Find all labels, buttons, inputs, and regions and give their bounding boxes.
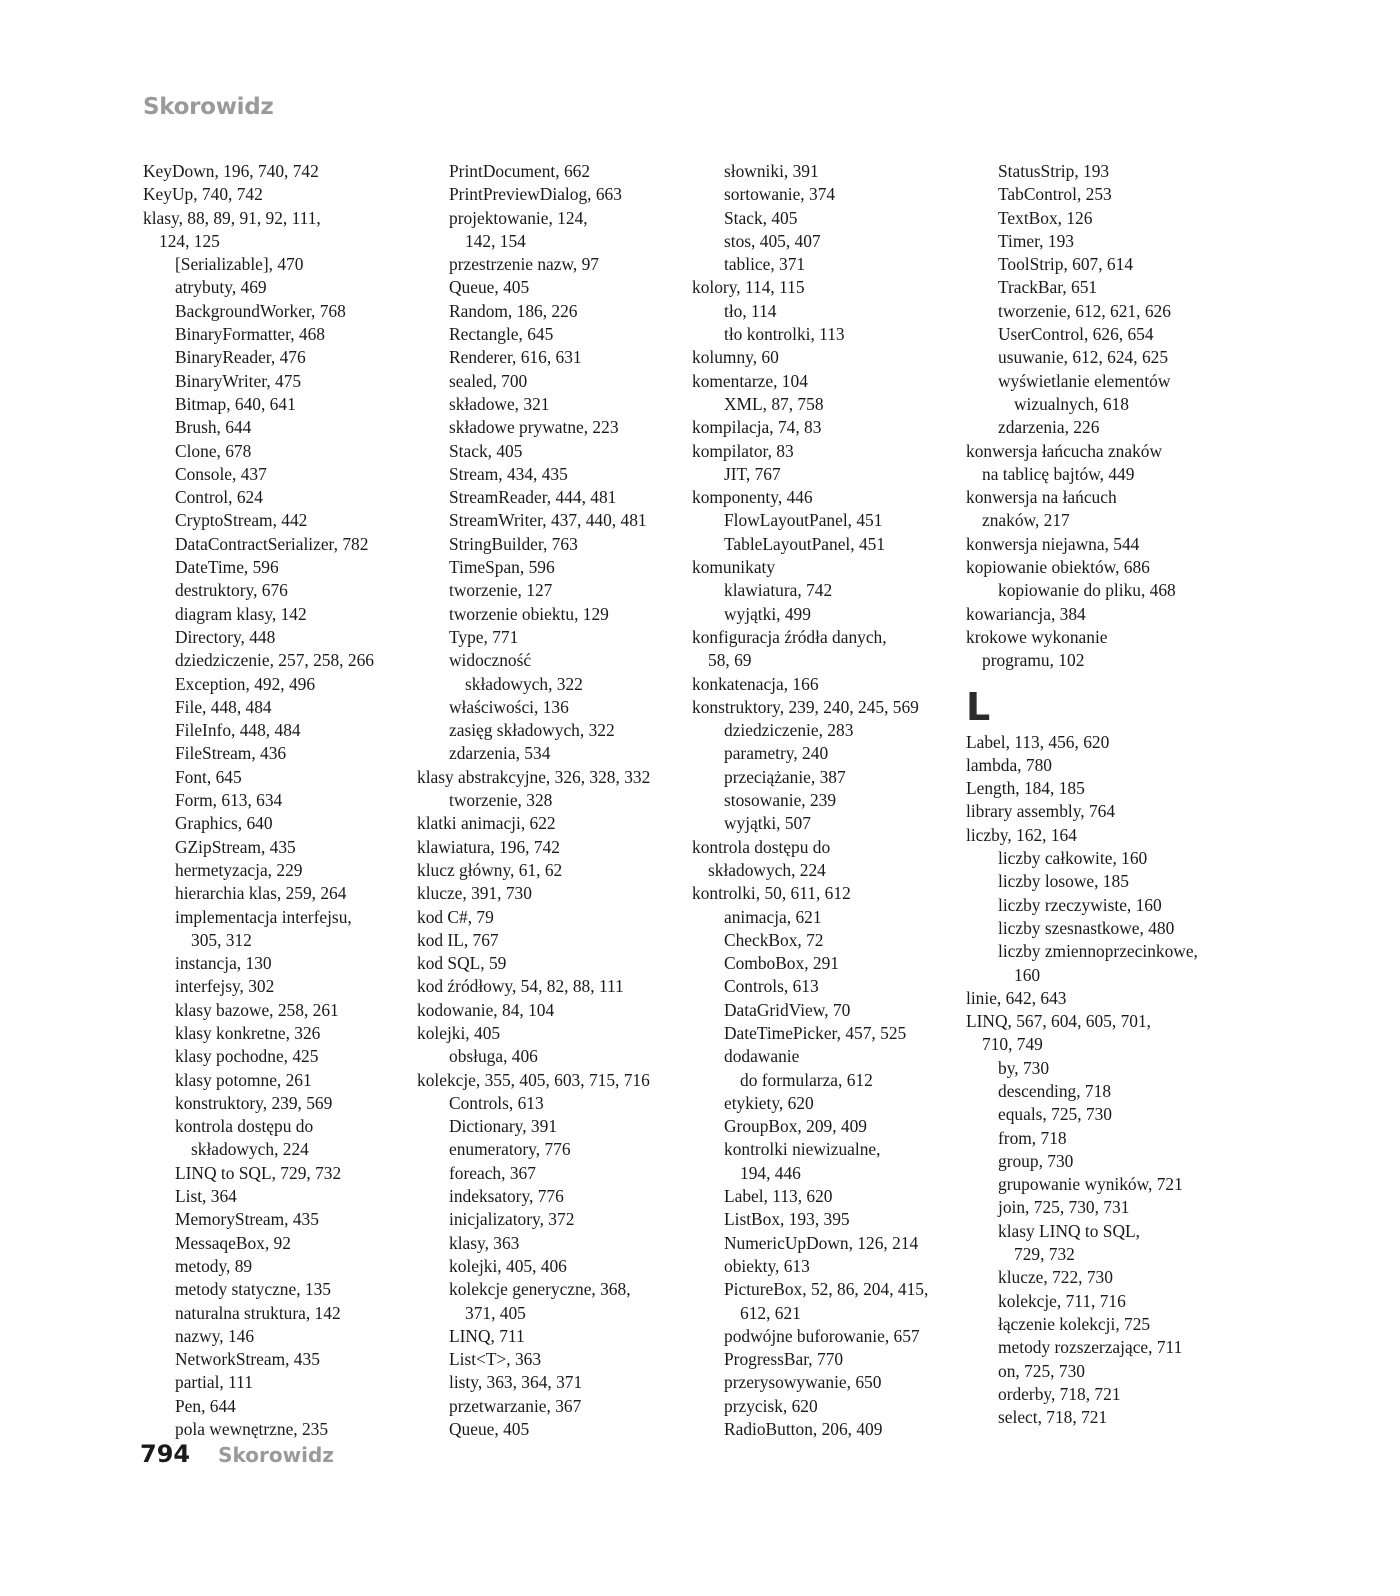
index-entry: kolejki, 405, 406 [449, 1255, 567, 1276]
index-entry: Queue, 405 [449, 1419, 530, 1440]
index-entry: konstruktory, 239, 240, 245, 569 [692, 696, 919, 717]
index-entry: komunikaty [692, 557, 776, 578]
index-entry: wyjątki, 499 [724, 603, 811, 624]
index-entry: equals, 725, 730 [998, 1104, 1112, 1125]
index-entry: klawiatura, 196, 742 [417, 836, 560, 857]
index-section-letter: L [966, 684, 991, 729]
index-entry: Queue, 405 [449, 277, 530, 298]
index-entry: select, 718, 721 [998, 1407, 1108, 1428]
index-entry: Type, 771 [449, 626, 519, 647]
index-entry: nazwy, 146 [175, 1325, 255, 1346]
index-entry: kolekcje, 711, 716 [998, 1290, 1126, 1311]
index-entry: dziedziczenie, 283 [724, 720, 854, 741]
index-entry: kodowanie, 84, 104 [417, 999, 555, 1020]
index-entry: 142, 154 [465, 230, 526, 251]
index-entry: zdarzenia, 534 [449, 743, 551, 764]
index-entry: przerysowywanie, 650 [724, 1372, 882, 1393]
index-entry: Exception, 492, 496 [175, 673, 316, 694]
index-entry: kolejki, 405 [417, 1022, 501, 1043]
index-entry: kolekcje, 355, 405, 603, 715, 716 [417, 1069, 650, 1090]
index-entry: 710, 749 [982, 1034, 1043, 1055]
index-entry: Dictionary, 391 [449, 1116, 558, 1137]
index-entry: znaków, 217 [982, 510, 1070, 531]
index-entry: wizualnych, 618 [1014, 393, 1129, 414]
index-entry: komponenty, 446 [692, 487, 813, 508]
index-entry: kolory, 114, 115 [692, 277, 805, 298]
index-entry: konstruktory, 239, 569 [175, 1092, 333, 1113]
index-entry: animacja, 621 [724, 906, 822, 927]
index-entry: CryptoStream, 442 [175, 510, 308, 531]
page-number: 794 [140, 1440, 191, 1468]
index-entry: interfejsy, 302 [175, 976, 275, 997]
index-entry: klucz główny, 61, 62 [417, 859, 563, 880]
index-entry: klasy abstrakcyjne, 326, 328, 332 [417, 766, 651, 787]
index-entry: Brush, 644 [175, 417, 252, 438]
index-entry: obsługa, 406 [449, 1046, 538, 1067]
index-entry: implementacja interfejsu, [175, 906, 352, 927]
index-entry: NetworkStream, 435 [175, 1349, 320, 1370]
index-entry: TimeSpan, 596 [449, 557, 555, 578]
index-entry: StatusStrip, 193 [998, 161, 1110, 181]
index-entry: destruktory, 676 [175, 580, 288, 601]
index-entry: projektowanie, 124, [449, 207, 588, 228]
index-entry: widoczność [449, 650, 532, 671]
index-entry: kontrola dostępu do [692, 836, 831, 857]
index-entry: Directory, 448 [175, 626, 276, 647]
index-entry: klasy, 363 [449, 1232, 520, 1253]
index-entry: klasy potomne, 261 [175, 1069, 312, 1090]
index-entry: metody rozszerzające, 711 [998, 1337, 1183, 1358]
index-entry: group, 730 [998, 1150, 1074, 1171]
index-entry: przeciążanie, 387 [724, 766, 846, 787]
index-entry: usuwanie, 612, 624, 625 [998, 347, 1169, 368]
index-entry: metody, 89 [175, 1255, 253, 1276]
index-entry: Timer, 193 [998, 230, 1074, 251]
index-entry: RadioButton, 206, 409 [724, 1419, 883, 1440]
index-entry: tablice, 371 [724, 254, 806, 275]
index-entry: TextBox, 126 [998, 207, 1093, 228]
index-entry: 305, 312 [191, 929, 252, 950]
index-entry: składowych, 224 [708, 859, 826, 880]
index-entry: 124, 125 [159, 230, 220, 251]
index-entry: tło kontrolki, 113 [724, 324, 845, 345]
index-entry: kompilator, 83 [692, 440, 794, 461]
index-entry: liczby rzeczywiste, 160 [998, 894, 1162, 915]
index-entry: XML, 87, 758 [724, 393, 824, 414]
index-column-2 [417, 160, 687, 1441]
index-entry: Controls, 613 [724, 976, 819, 997]
index-entry: przetwarzanie, 367 [449, 1395, 582, 1416]
index-entry: kontrola dostępu do [175, 1116, 314, 1137]
index-entry: Clone, 678 [175, 440, 252, 461]
index-entry: tworzenie, 612, 621, 626 [998, 300, 1171, 321]
index-entry: orderby, 718, 721 [998, 1383, 1121, 1404]
index-entry: Bitmap, 640, 641 [175, 393, 296, 414]
index-entry: kompilacja, 74, 83 [692, 417, 822, 438]
index-entry: liczby, 162, 164 [966, 824, 1077, 845]
index-entry: FlowLayoutPanel, 451 [724, 510, 883, 531]
index-entry: składowych, 224 [191, 1139, 309, 1160]
index-column-3 [692, 160, 962, 1441]
index-entry: konwersja łańcucha znaków [966, 440, 1163, 461]
index-entry: Length, 184, 185 [966, 778, 1085, 799]
index-entry: GroupBox, 209, 409 [724, 1116, 867, 1137]
index-entry: 58, 69 [708, 650, 752, 671]
index-entry: LINQ, 711 [449, 1325, 525, 1346]
index-entry: enumeratory, 776 [449, 1139, 571, 1160]
index-entry: klasy, 88, 89, 91, 92, 111, [143, 207, 321, 228]
index-entry: do formularza, 612 [740, 1069, 873, 1090]
index-entry: KeyUp, 740, 742 [143, 184, 263, 205]
index-entry: grupowanie wyników, 721 [998, 1174, 1183, 1195]
index-entry: kontrolki niewizualne, [724, 1139, 881, 1160]
index-entry: kolumny, 60 [692, 347, 779, 368]
index-entry: klasy konkretne, 326 [175, 1022, 321, 1043]
index-entry: Stack, 405 [724, 207, 798, 228]
index-entry: 612, 621 [740, 1302, 801, 1323]
index-entry: LINQ, 567, 604, 605, 701, [966, 1011, 1152, 1032]
index-entry: listy, 363, 364, 371 [449, 1372, 583, 1393]
index-entry: łączenie kolekcji, 725 [998, 1313, 1151, 1334]
index-entry: kopiowanie do pliku, 468 [998, 580, 1176, 601]
index-entry: lambda, 780 [966, 754, 1052, 775]
index-entry: DateTime, 596 [175, 557, 279, 578]
index-entry: konkatenacja, 166 [692, 673, 819, 694]
index-entry: Form, 613, 634 [175, 790, 283, 811]
index-entry: Pen, 644 [175, 1395, 236, 1416]
index-entry: Font, 645 [175, 766, 242, 787]
index-entry: BackgroundWorker, 768 [175, 300, 346, 321]
index-entry: konwersja niejawna, 544 [966, 533, 1140, 554]
index-entry: FileStream, 436 [175, 743, 287, 764]
index-entry: stosowanie, 239 [724, 790, 837, 811]
index-entry: by, 730 [998, 1057, 1050, 1078]
index-entry: programu, 102 [982, 650, 1085, 671]
index-entry: kod C#, 79 [417, 906, 494, 927]
index-entry: ProgressBar, 770 [724, 1349, 844, 1370]
index-entry: library assembly, 764 [966, 801, 1116, 822]
index-entry: DataGridView, 70 [724, 999, 851, 1020]
index-entry: dodawanie [724, 1046, 800, 1067]
index-entry: przestrzenie nazw, 97 [449, 254, 599, 275]
index-entry: JIT, 767 [724, 463, 781, 484]
index-entry: LINQ to SQL, 729, 732 [175, 1162, 342, 1183]
index-entry: partial, 111 [175, 1372, 253, 1393]
index-entry: zasięg składowych, 322 [449, 720, 615, 741]
index-entry: na tablicę bajtów, 449 [982, 463, 1135, 484]
index-entry: PictureBox, 52, 86, 204, 415, [724, 1279, 929, 1300]
index-entry: diagram klasy, 142 [175, 603, 307, 624]
index-entry: słowniki, 391 [724, 161, 819, 181]
index-entry: Graphics, 640 [175, 813, 273, 834]
index-entry: konfiguracja źródła danych, [692, 626, 887, 647]
index-entry: DateTimePicker, 457, 525 [724, 1022, 907, 1043]
index-entry: StreamReader, 444, 481 [449, 487, 617, 508]
index-entry: ToolStrip, 607, 614 [998, 254, 1134, 275]
index-entry: PrintDocument, 662 [449, 161, 591, 181]
index-entry: liczby losowe, 185 [998, 871, 1129, 892]
index-entry: Controls, 613 [449, 1092, 544, 1113]
index-entry: Label, 113, 620 [724, 1186, 833, 1207]
index-entry: klasy LINQ to SQL, [998, 1220, 1141, 1241]
index-entry: przycisk, 620 [724, 1395, 818, 1416]
index-entry: składowych, 322 [465, 673, 583, 694]
index-column-1 [143, 160, 413, 1441]
index-entry: sealed, 700 [449, 370, 528, 391]
index-entry: TableLayoutPanel, 451 [724, 533, 886, 554]
index-entry: TrackBar, 651 [998, 277, 1098, 298]
index-entry: klucze, 722, 730 [998, 1267, 1113, 1288]
index-entry: składowe prywatne, 223 [449, 417, 619, 438]
index-entry: List, 364 [175, 1186, 237, 1207]
index-entry: atrybuty, 469 [175, 277, 267, 298]
index-entry: konwersja na łańcuch [966, 487, 1117, 508]
index-entry: pola wewnętrzne, 235 [175, 1419, 329, 1440]
index-entry: właściwości, 136 [449, 696, 569, 717]
index-entry: klatki animacji, 622 [417, 813, 556, 834]
index-entry: File, 448, 484 [175, 696, 272, 717]
index-entry: ComboBox, 291 [724, 953, 839, 974]
index-entry: from, 718 [998, 1127, 1067, 1148]
index-entry: wyjątki, 507 [724, 813, 811, 834]
index-entry: foreach, 367 [449, 1162, 536, 1183]
index-entry: StringBuilder, 763 [449, 533, 578, 554]
index-entry: List<T>, 363 [449, 1349, 542, 1370]
page-footer [140, 1440, 334, 1468]
index-entry: tło, 114 [724, 300, 777, 321]
index-entry: inicjalizatory, 372 [449, 1209, 575, 1230]
index-entry: Renderer, 616, 631 [449, 347, 582, 368]
index-entry: hermetyzacja, 229 [175, 859, 303, 880]
index-entry: etykiety, 620 [724, 1092, 814, 1113]
index-entry: Stream, 434, 435 [449, 463, 568, 484]
index-entry: KeyDown, 196, 740, 742 [143, 161, 319, 181]
index-entry: obiekty, 613 [724, 1255, 810, 1276]
index-entry: 160 [1014, 964, 1041, 985]
index-entry: Random, 186, 226 [449, 300, 578, 321]
index-entry: komentarze, 104 [692, 370, 808, 391]
index-entry: on, 725, 730 [998, 1360, 1085, 1381]
index-entry: hierarchia klas, 259, 264 [175, 883, 347, 904]
index-entry: MessaqeBox, 92 [175, 1232, 291, 1253]
index-entry: klawiatura, 742 [724, 580, 833, 601]
index-entry: indeksatory, 776 [449, 1186, 564, 1207]
index-entry: sortowanie, 374 [724, 184, 836, 205]
index-entry: StreamWriter, 437, 440, 481 [449, 510, 647, 531]
index-entry: dziedziczenie, 257, 258, 266 [175, 650, 374, 671]
index-entry: descending, 718 [998, 1080, 1112, 1101]
index-column-4 [966, 160, 1236, 1429]
index-entry: wyświetlanie elementów [998, 370, 1171, 391]
index-entry: składowe, 321 [449, 393, 550, 414]
index-entry: kod SQL, 59 [417, 953, 507, 974]
index-entry: MemoryStream, 435 [175, 1209, 319, 1230]
index-entry: BinaryReader, 476 [175, 347, 306, 368]
footer-title: Skorowidz [218, 1443, 334, 1467]
index-entry: kontrolki, 50, 611, 612 [692, 883, 851, 904]
index-entry: [Serializable], 470 [175, 254, 304, 275]
index-entry: CheckBox, 72 [724, 929, 824, 950]
index-entry: kod źródłowy, 54, 82, 88, 111 [417, 976, 624, 997]
index-entry: instancja, 130 [175, 953, 272, 974]
index-entry: 371, 405 [465, 1302, 526, 1323]
index-entry: Rectangle, 645 [449, 324, 554, 345]
index-entry: linie, 642, 643 [966, 987, 1067, 1008]
index-entry: kowariancja, 384 [966, 603, 1086, 624]
index-entry: UserControl, 626, 654 [998, 324, 1154, 345]
index-entry: liczby szesnastkowe, 480 [998, 917, 1175, 938]
index-entry: PrintPreviewDialog, 663 [449, 184, 622, 205]
index-entry: klasy pochodne, 425 [175, 1046, 319, 1067]
index-entry: tworzenie, 328 [449, 790, 553, 811]
index-entry: stos, 405, 407 [724, 230, 821, 251]
index-entry: FileInfo, 448, 484 [175, 720, 301, 741]
index-entry: GZipStream, 435 [175, 836, 296, 857]
index-entry: Console, 437 [175, 463, 267, 484]
index-entry: klucze, 391, 730 [417, 883, 532, 904]
index-entry: 729, 732 [1014, 1244, 1075, 1265]
index-entry: liczby całkowite, 160 [998, 848, 1148, 869]
index-entry: kopiowanie obiektów, 686 [966, 557, 1150, 578]
index-entry: zdarzenia, 226 [998, 417, 1100, 438]
index-entry: ListBox, 193, 395 [724, 1209, 850, 1230]
index-entry: BinaryFormatter, 468 [175, 324, 325, 345]
index-entry: liczby zmiennoprzecinkowe, [998, 941, 1198, 962]
index-entry: kod IL, 767 [417, 929, 499, 950]
index-entry: parametry, 240 [724, 743, 829, 764]
running-header: Skorowidz [143, 94, 274, 120]
index-entry: NumericUpDown, 126, 214 [724, 1232, 919, 1253]
index-entry: TabControl, 253 [998, 184, 1112, 205]
index-entry: krokowe wykonanie [966, 626, 1108, 647]
index-entry: Label, 113, 456, 620 [966, 731, 1110, 752]
index-entry: tworzenie, 127 [449, 580, 553, 601]
index-entry: podwójne buforowanie, 657 [724, 1325, 920, 1346]
index-entry: 194, 446 [740, 1162, 801, 1183]
index-entry: BinaryWriter, 475 [175, 370, 302, 391]
index-entry: naturalna struktura, 142 [175, 1302, 341, 1323]
index-entry: metody statyczne, 135 [175, 1279, 331, 1300]
index-entry: Control, 624 [175, 487, 263, 508]
index-entry: klasy bazowe, 258, 261 [175, 999, 339, 1020]
index-entry: Stack, 405 [449, 440, 523, 461]
index-entry: join, 725, 730, 731 [998, 1197, 1130, 1218]
index-entry: DataContractSerializer, 782 [175, 533, 369, 554]
index-entry: tworzenie obiektu, 129 [449, 603, 609, 624]
index-entry: kolekcje generyczne, 368, [449, 1279, 631, 1300]
